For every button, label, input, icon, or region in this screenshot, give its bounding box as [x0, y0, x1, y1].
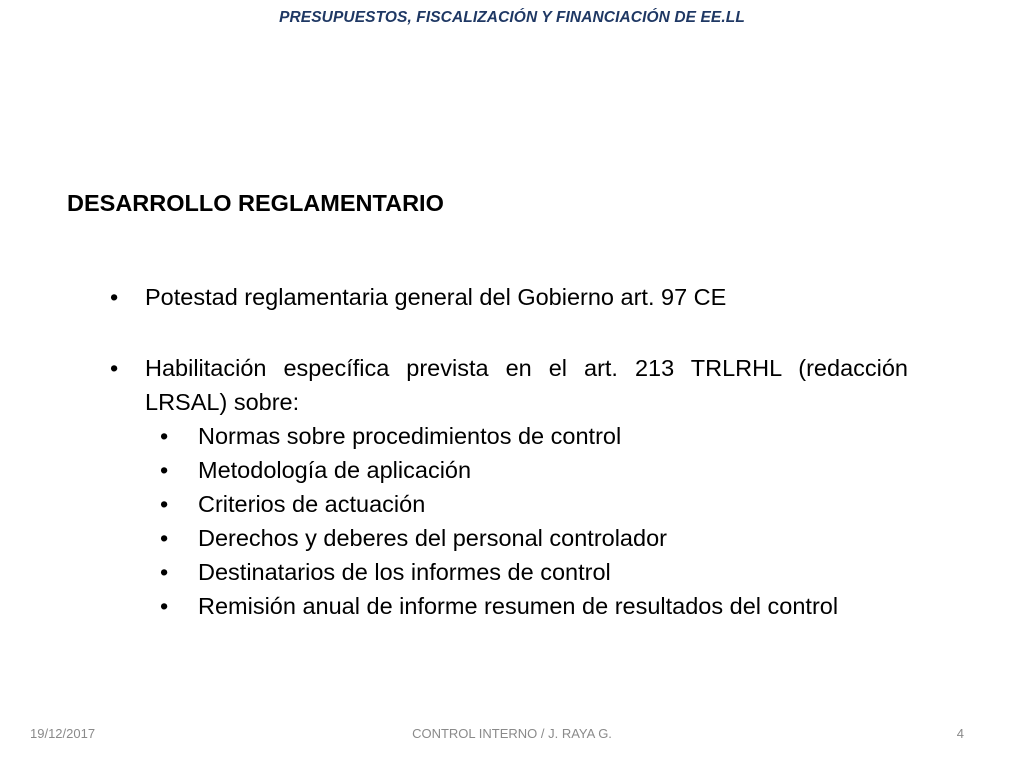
bullet-marker: •: [160, 457, 169, 483]
bullet-item: [110, 351, 908, 419]
bullet-text: Habilitación específica prevista en el art. 213 TRLRHL (redacción LRSAL) sobre:: [145, 355, 908, 415]
bullet-marker: •: [160, 593, 169, 619]
sub-bullet-text: Criterios de actuación: [198, 491, 426, 517]
bullet-marker: •: [110, 284, 119, 310]
sub-bullet-text: Derechos y deberes del personal controlador: [198, 525, 667, 551]
sub-bullet-item: [160, 555, 908, 589]
sub-bullet-item: [160, 419, 908, 453]
page-number: 4: [956, 726, 964, 741]
sub-bullet-text: Remisión anual de informe resumen de resultados del control: [198, 593, 839, 619]
bullet-marker: •: [160, 525, 169, 551]
sub-bullet-item: [160, 453, 908, 487]
sub-bullet-text: Destinatarios de los informes de control: [198, 559, 611, 585]
footer-date: 19/12/2017: [30, 726, 96, 741]
bullet-marker: •: [110, 355, 119, 381]
bullet-item: [110, 280, 908, 314]
footer-author: CONTROL INTERNO / J. RAYA G.: [412, 726, 612, 741]
sub-bullet-text: Metodología de aplicación: [198, 457, 472, 483]
bullet-text: Potestad reglamentaria general del Gobierno art. 97 CE: [145, 284, 727, 310]
sub-bullet-item: [160, 521, 908, 555]
sub-bullet-item: [160, 589, 908, 623]
bullet-marker: •: [160, 559, 169, 585]
section-title: DESARROLLO REGLAMENTARIO: [67, 190, 444, 216]
sub-bullet-list: [160, 419, 908, 623]
sub-bullet-item: [160, 487, 908, 521]
sub-bullet-text: Normas sobre procedimientos de control: [198, 423, 622, 449]
bullet-marker: •: [160, 423, 169, 449]
slide-content: [110, 280, 908, 623]
header-title: PRESUPUESTOS, FISCALIZACIÓN Y FINANCIACIÓN DE EE.LL: [279, 9, 745, 26]
bullet-marker: •: [160, 491, 169, 517]
